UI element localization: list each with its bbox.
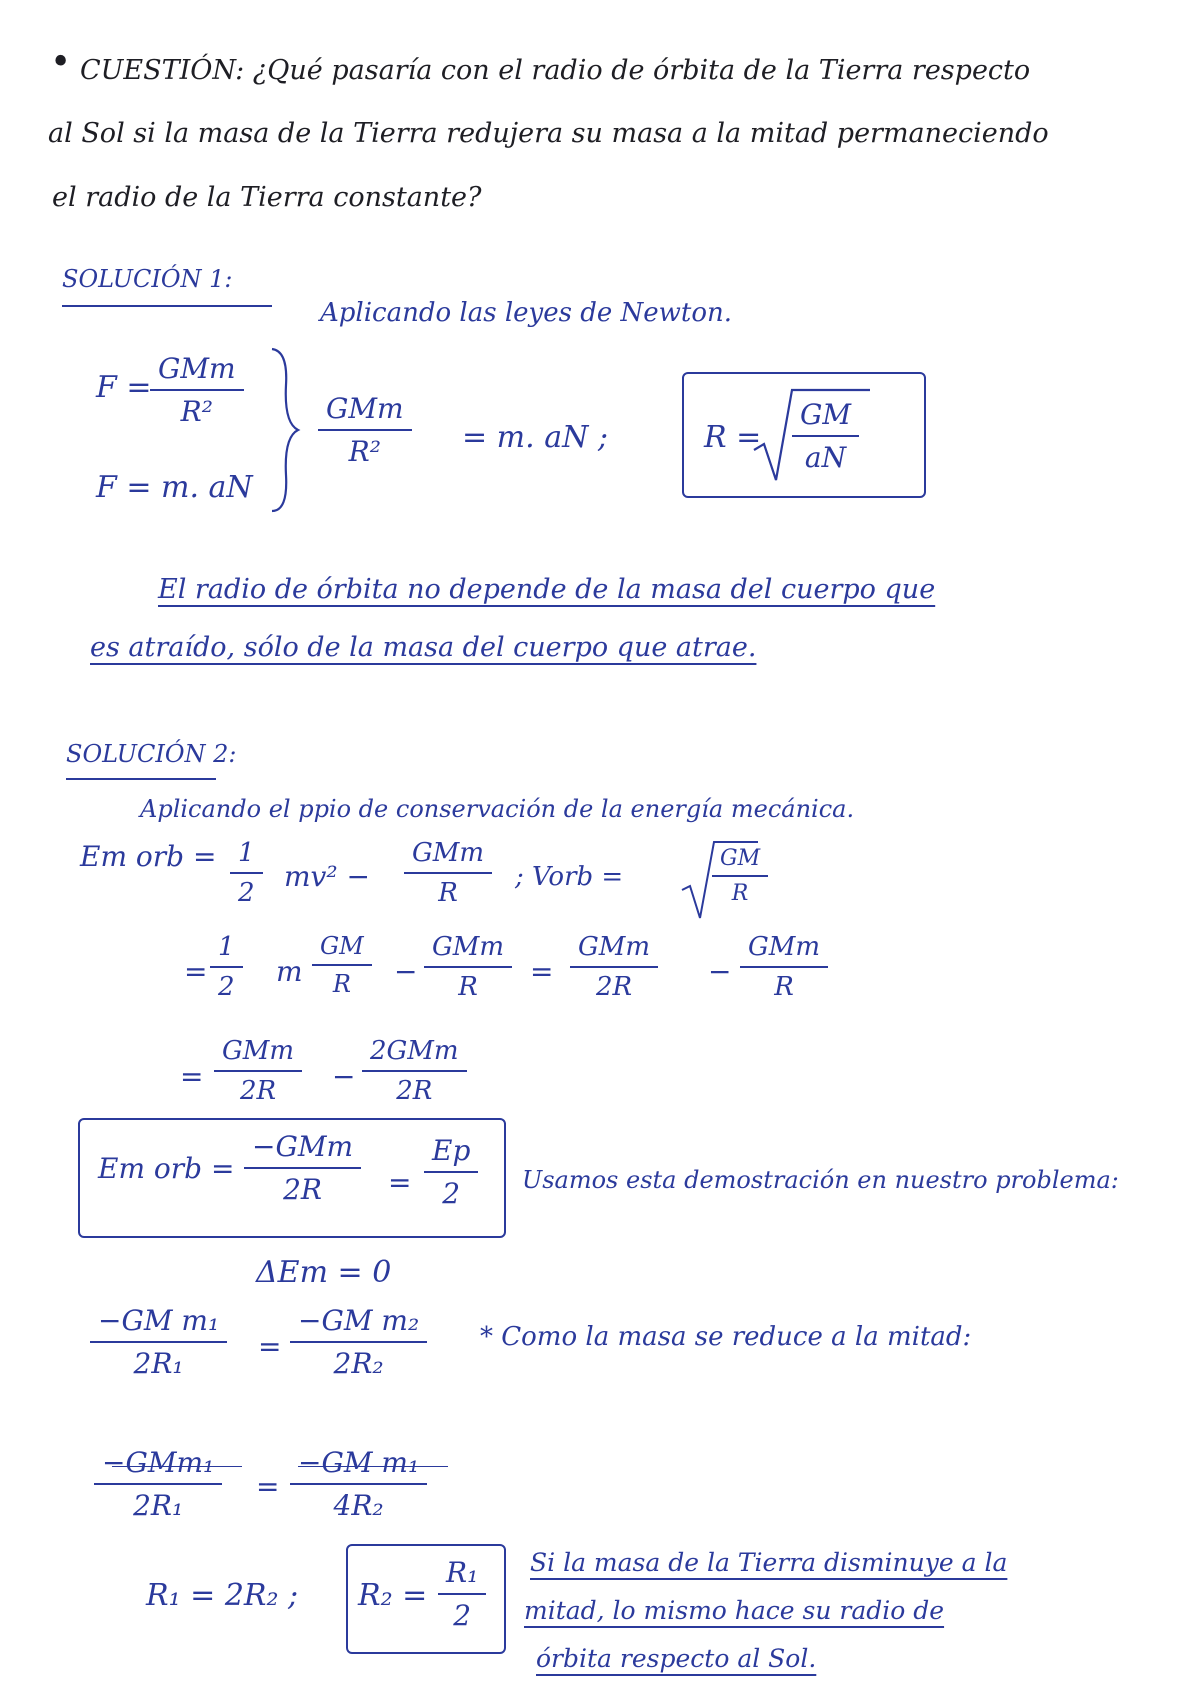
energy-1-fraction <box>94 1446 222 1522</box>
equals-sign: = <box>184 955 208 988</box>
equation-rhs: = m. aN ; <box>462 420 608 455</box>
fraction-numerator: GMm <box>150 352 244 391</box>
s1-title-underline <box>62 305 272 307</box>
emorb-lhs: Em orb = <box>80 840 217 873</box>
s1-method: Aplicando las leyes de Newton. <box>320 298 733 328</box>
delta-em: ΔEm = 0 <box>256 1255 392 1290</box>
equals-sign: = <box>388 1166 412 1199</box>
fraction-numerator: −GMm <box>244 1130 361 1169</box>
s2-title-underline <box>66 778 216 780</box>
fraction-denominator: R <box>438 878 458 908</box>
fraction-denominator: 2R₁ <box>133 1347 184 1380</box>
final-line-1: Si la masa de la Tierra disminuye a la <box>530 1548 1008 1577</box>
fraction-denominator: R <box>458 972 478 1002</box>
final-line-3: órbita respecto al Sol. <box>536 1644 817 1673</box>
fraction-denominator: 2 <box>453 1599 472 1632</box>
gm-over-r-fraction <box>312 932 372 998</box>
fraction-denominator: 2 <box>218 972 235 1002</box>
potential-fraction <box>404 838 492 908</box>
potential-fraction <box>740 932 828 1002</box>
energy-1-fraction <box>90 1304 227 1380</box>
force-normal: F = m. aN <box>96 470 253 505</box>
fraction-denominator: R <box>774 972 794 1002</box>
kinetic-fraction <box>214 1036 302 1106</box>
fraction-numerator: GMm <box>214 1036 302 1072</box>
r2-fraction <box>438 1556 486 1632</box>
como-note: * Como la masa se reduce a la mitad: <box>480 1322 972 1352</box>
fraction-denominator: 2 <box>442 1177 461 1210</box>
fraction-numerator: 1 <box>210 932 243 968</box>
fraction-denominator: 4R₂ <box>333 1489 384 1522</box>
radius-fraction <box>792 398 859 474</box>
s1-conclusion-line-2: es atraído, sólo de la masa del cuerpo que atrae. <box>90 632 757 663</box>
equals-sign: = <box>180 1060 204 1093</box>
fraction-denominator: 2R <box>283 1173 322 1206</box>
fraction-numerator: Ep <box>424 1134 478 1173</box>
curly-brace <box>268 345 302 515</box>
kinetic-term: mv² − <box>284 860 370 893</box>
question-line-1: CUESTIÓN: ¿Qué pasaría con el radio de órbita de la Tierra respecto <box>80 55 1031 86</box>
fraction-numerator: GMm <box>570 932 658 968</box>
fraction-denominator: R <box>731 881 749 906</box>
fraction-numerator: −GM m₁ <box>290 1446 427 1485</box>
ep-fraction <box>424 1134 478 1210</box>
fraction-numerator: R₁ <box>438 1556 486 1595</box>
fraction-numerator: GM <box>312 932 372 966</box>
s2-title: SOLUCIÓN 2: <box>66 740 237 768</box>
s1-conclusion-line-1: El radio de órbita no depende de la masa del cuerpo que <box>158 574 936 605</box>
fraction-numerator: GMm <box>318 392 412 431</box>
fraction-numerator: GM <box>792 398 859 437</box>
boxed-energy-fraction <box>244 1130 361 1206</box>
s1-title: SOLUCIÓN 1: <box>62 265 233 293</box>
vorb-fraction <box>712 846 768 906</box>
fraction-numerator: 2GMm <box>362 1036 467 1072</box>
mass-m: m <box>276 955 303 988</box>
minus-sign: − <box>332 1060 356 1093</box>
potential-fraction <box>362 1036 467 1106</box>
force-grav-fraction <box>150 352 244 428</box>
fraction-numerator: −GMm₁ <box>94 1446 222 1485</box>
boxed-emorb-lhs: Em orb = <box>98 1152 235 1185</box>
fraction-numerator: GMm <box>404 838 492 874</box>
equals-sign: = <box>258 1330 282 1363</box>
strike-line <box>298 1466 448 1467</box>
kinetic-fraction <box>570 932 658 1002</box>
minus-sign: − <box>394 955 418 988</box>
fraction-numerator: GMm <box>740 932 828 968</box>
fraction-denominator: 2R₂ <box>333 1347 384 1380</box>
strike-line <box>112 1466 242 1467</box>
radius-lhs: R = <box>704 420 762 455</box>
question-line-2: al Sol si la masa de la Tierra redujera su masa a la mitad permaneciendo <box>48 118 1049 149</box>
vorb-lhs: ; Vorb = <box>515 862 624 892</box>
fraction-denominator: R² <box>348 435 381 468</box>
fraction-denominator: 2R <box>396 1076 433 1106</box>
minus-sign: − <box>708 955 732 988</box>
usamos-note: Usamos esta demostración en nuestro problema: <box>522 1166 1119 1194</box>
fraction-denominator: aN <box>804 441 847 474</box>
r1-equation: R₁ = 2R₂ ; <box>146 1578 299 1613</box>
fraction-denominator: R² <box>180 395 213 428</box>
bullet: • <box>50 42 72 83</box>
equals-sign: = <box>256 1470 280 1503</box>
fraction-denominator: 2R <box>595 972 633 1002</box>
fraction-numerator: −GM m₂ <box>290 1304 427 1343</box>
half-fraction <box>230 838 263 908</box>
s2-method: Aplicando el ppio de conservación de la energía mecánica. <box>140 795 855 823</box>
half-fraction <box>210 932 243 1002</box>
energy-2-fraction <box>290 1446 427 1522</box>
fraction-numerator: −GM m₁ <box>90 1304 227 1343</box>
question-line-3: el radio de la Tierra constante? <box>52 182 482 213</box>
potential-fraction <box>424 932 512 1002</box>
fraction-numerator: 1 <box>230 838 263 874</box>
r2-lhs: R₂ = <box>358 1578 428 1613</box>
force-grav-lhs: F = <box>96 370 152 405</box>
fraction-denominator: R <box>332 970 351 998</box>
final-line-2: mitad, lo mismo hace su radio de <box>524 1596 945 1625</box>
equals-sign: = <box>530 955 554 988</box>
fraction-denominator: 2 <box>238 878 255 908</box>
energy-2-fraction <box>290 1304 427 1380</box>
fraction-numerator: GM <box>712 846 768 877</box>
fraction-denominator: 2R₁ <box>133 1489 184 1522</box>
fraction-numerator: GMm <box>424 932 512 968</box>
fraction-denominator: 2R <box>239 1076 277 1106</box>
equation-fraction <box>318 392 412 468</box>
